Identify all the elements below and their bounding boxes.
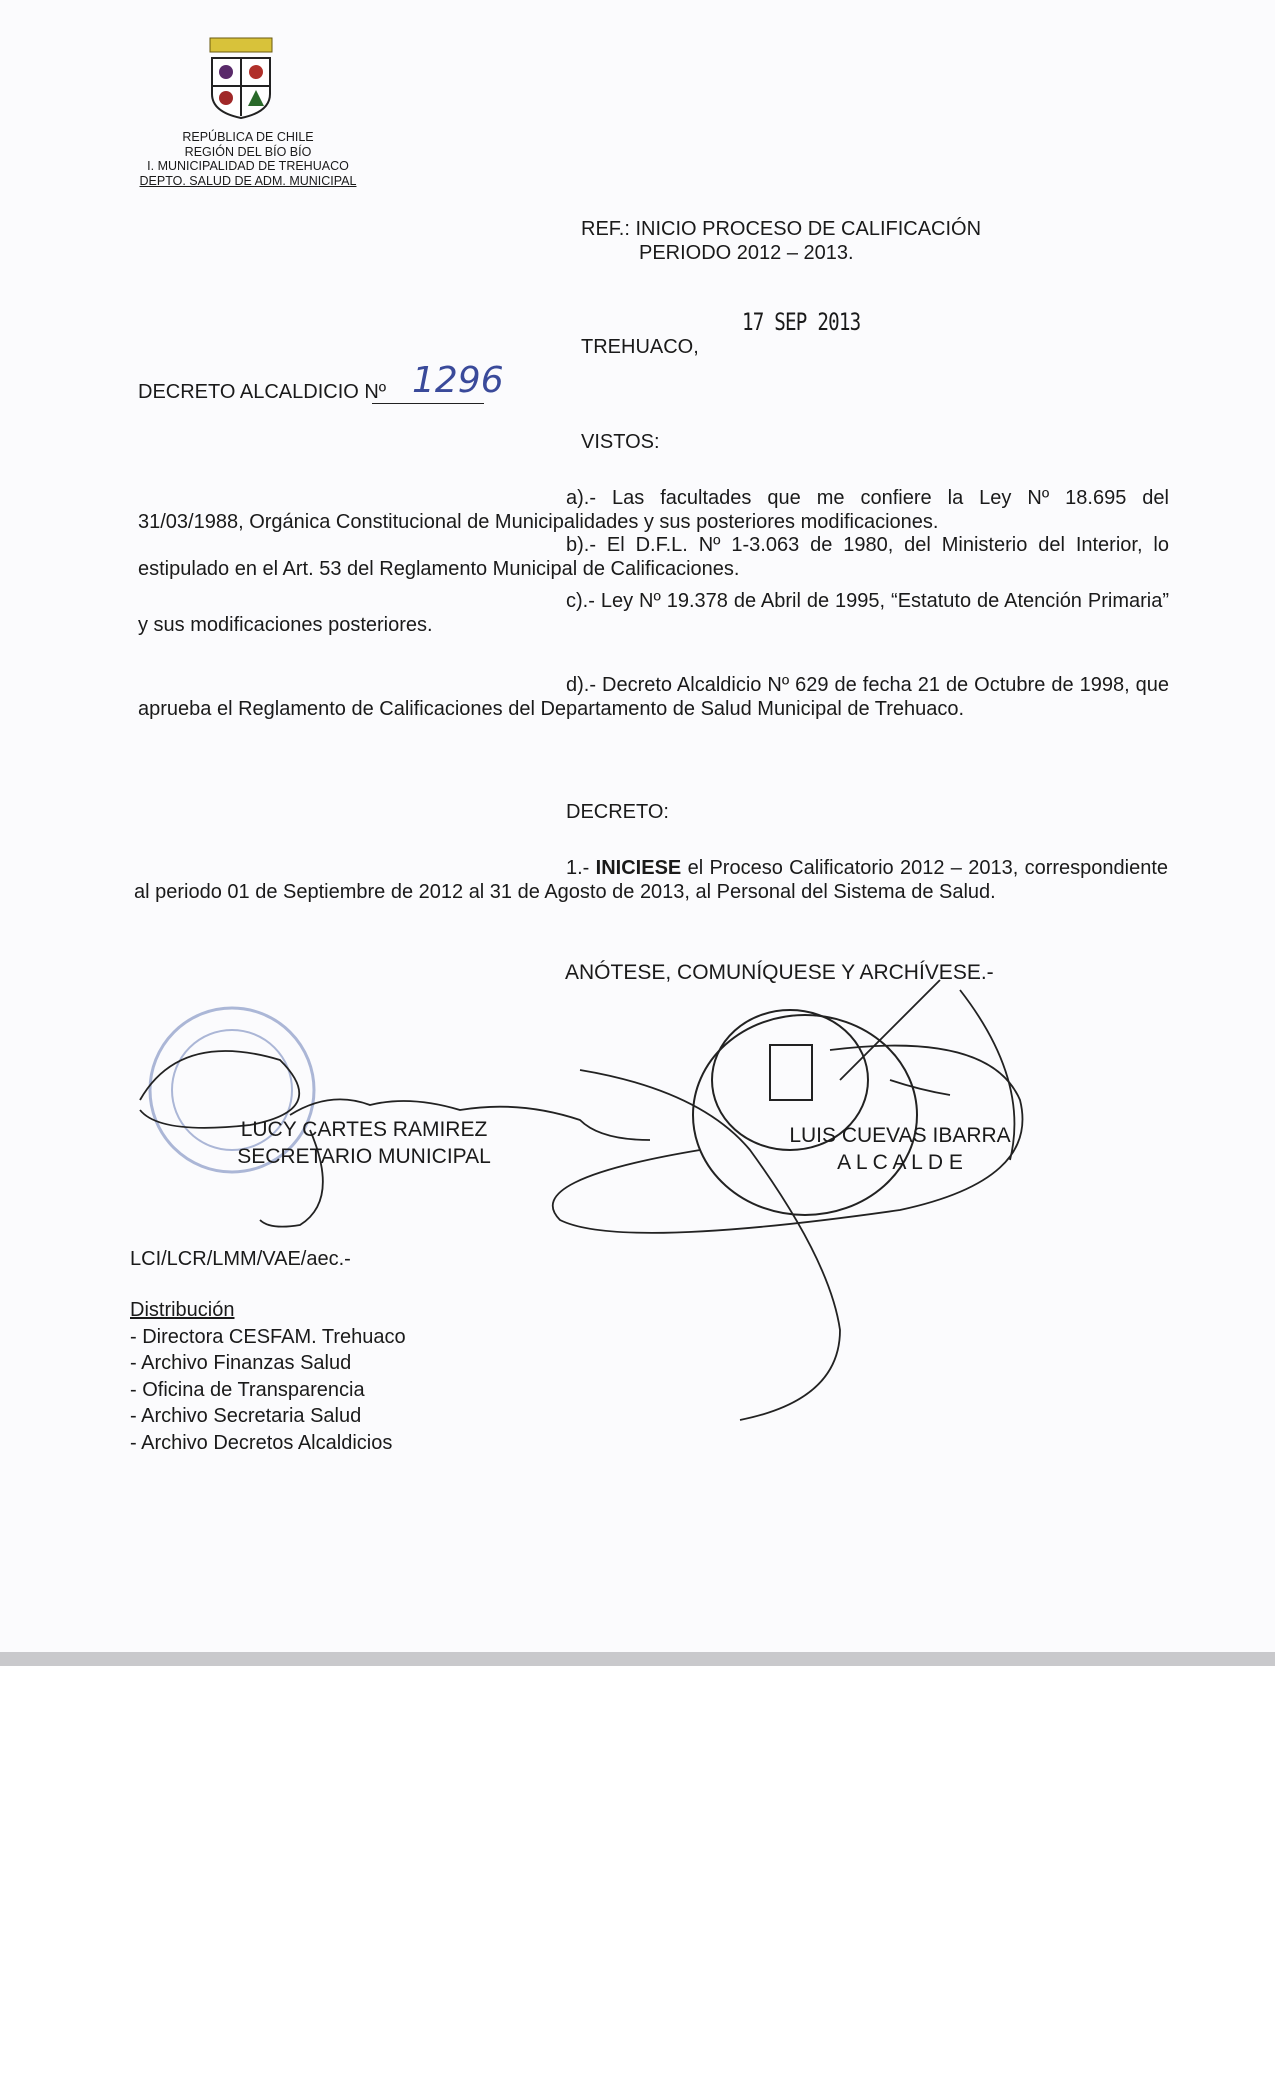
date-stamp: 17 SEP 2013	[742, 308, 861, 336]
visto-text: a).- Las facultades que me confiere la Ley Nº 18.695 del 31/03/1988, Orgánica Constitucional de Municipalidades y sus posteriores modificaciones.	[138, 487, 1169, 533]
right-seal-icon	[693, 1010, 917, 1215]
reference-line: REF.: INICIO PROCESO DE CALIFICACIÓN	[581, 218, 982, 240]
signatory-title: A L C A L D E	[837, 1151, 963, 1174]
decreto-heading: DECRETO:	[566, 801, 669, 823]
initials: LCI/LCR/LMM/VAE/aec.-	[130, 1248, 351, 1270]
distribution-item: - Oficina de Transparencia	[130, 1378, 365, 1401]
reference-line: PERIODO 2012 – 2013.	[639, 241, 854, 264]
distribution-title: Distribución	[130, 1299, 235, 1321]
signatory-name: LUIS CUEVAS IBARRA	[789, 1124, 1011, 1147]
distribution-item: - Directora CESFAM. Trehuaco	[130, 1325, 406, 1348]
letterhead-line: REPÚBLICA DE CHILE	[182, 130, 314, 144]
decree-number-handwritten: 1296	[412, 360, 504, 401]
item-verb: INICIESE	[595, 857, 682, 879]
signatory-mayor	[760, 1122, 1040, 1176]
signatory-title: SECRETARIO MUNICIPAL	[237, 1145, 491, 1168]
distribution-item: - Archivo Finanzas Salud	[130, 1352, 352, 1374]
signatory-secretary	[214, 1116, 514, 1170]
signatory-name: LUCY CARTES RAMIREZ	[240, 1118, 488, 1141]
letterhead-line: I. MUNICIPALIDAD DE TREHUACO	[147, 159, 349, 173]
visto-d: d).- Decreto Alcaldicio Nº 629 de fecha 21 de Octubre de 1998, que aprueba el Reglamento de Calificaciones del Departamento de Salud Municipal de Trehuaco.	[138, 674, 1169, 720]
distribution-item: - Archivo Secretaria Salud	[130, 1405, 362, 1427]
closing-formula: ANÓTESE, COMUNÍQUESE Y ARCHÍVESE.-	[565, 961, 994, 984]
letterhead-line: DEPTO. SALUD DE ADM. MUNICIPAL	[139, 173, 357, 188]
item-text: el Proceso Calificatorio 2012 – 2013, correspondiente al periodo 01 de Septiembre de 2012 al 31 de Agosto de 2013, al Personal del Sistema de Salud.	[134, 857, 1169, 903]
letterhead-line: REGIÓN DEL BÍO BÍO	[184, 144, 312, 159]
vistos-heading: VISTOS:	[581, 431, 660, 453]
visto-c: c).- Ley Nº 19.378 de Abril de 1995, “Estatuto de Atención Primaria” y sus modificaciones posteriores.	[138, 590, 1169, 636]
distribution-item: - Archivo Decretos Alcaldicios	[130, 1431, 393, 1454]
scan-edge	[0, 1652, 1275, 1666]
place: TREHUACO,	[581, 336, 699, 358]
visto-b: b).- El D.F.L. Nº 1-3.063 de 1980, del Ministerio del Interior, lo estipulado en el Art. 53 del Reglamento Municipal de Calificaciones.	[138, 534, 1169, 580]
decree-label: DECRETO ALCALDICIO Nº	[138, 381, 387, 403]
item-number: 1.-	[566, 857, 596, 879]
distribution-list	[130, 1297, 406, 1456]
